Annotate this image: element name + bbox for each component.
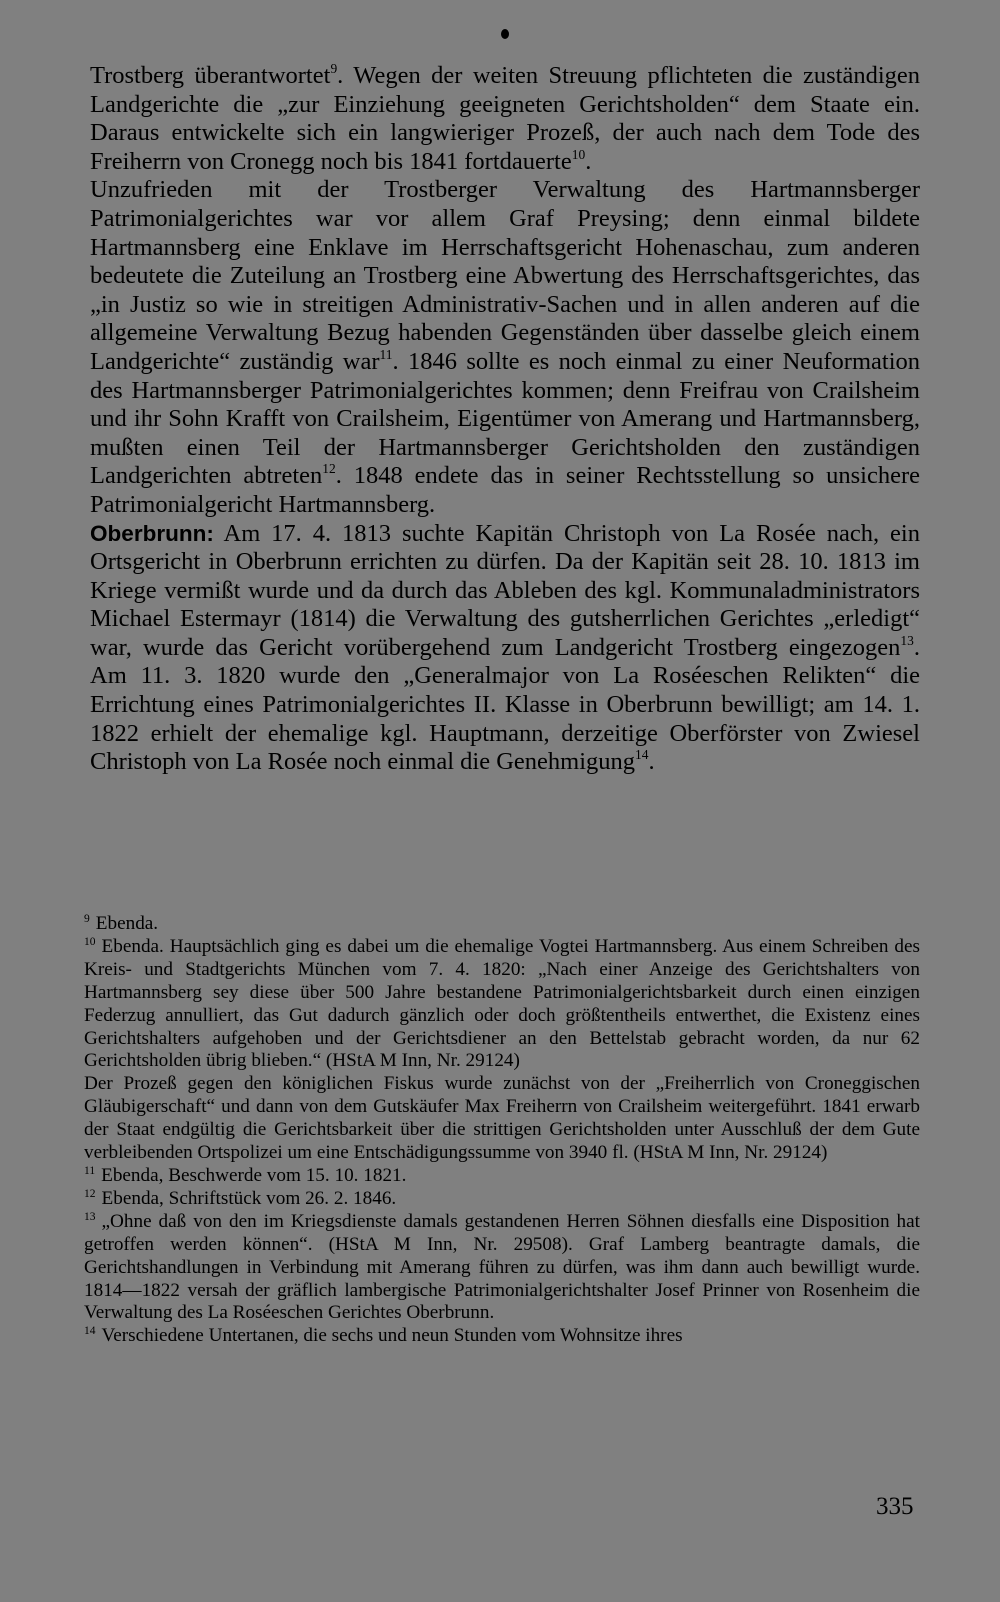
footnote <box>84 936 920 1073</box>
text-run: Unzufrieden mit der Trostberger Verwaltung des Hartmannsberger Patrimonialgerichtes war vor allem Graf Preysing; denn einmal bildete Hartmannsberg eine Enklave im Herrschaftsgericht Hohenaschau, zum anderen bedeutete die Zuteilung an Trostberg eine Abwertung des Herrschaftsgerichtes, das „in Justiz so wie in streitigen Administrativ-Sachen und in allen anderen auf die allgemeine Verwaltung Bezug habenden Gegenständen über dasselbe gleich einem Landgerichte“ zuständig war <box>90 176 920 375</box>
footnote-number: 11 <box>84 1165 96 1178</box>
footnote-text: Ebenda. Hauptsächlich ging es dabei um die ehemalige Vogtei Hartmannsberg. Aus einem Schreiben des Kreis- und Stadtgerichts München vom 7. 4. 1820: „Nach einer Anzeige des Gerichtshalters von Hartmannsberg sey diese über 500 Jahre bestandene Patrimonialgerichtsbarkeit durch einen einzigen Federzug annulliert, das Gut dadurch gänzlich oder doch größtentheils entwerthet, die Existenz eines Gerichtshalters aufgehoben und der Gerichtsdiener an den Bettelstab gebracht worden, da nur 62 Gerichtsholden übrig blieben.“ (HStA M Inn, Nr. 29124) <box>84 935 920 1072</box>
footnotes <box>84 913 920 1348</box>
text-run: Trostberg überantwortet <box>90 62 331 89</box>
paragraph-2 <box>90 176 920 519</box>
footnote-number: 12 <box>84 1187 96 1200</box>
footnote-ref: 9 <box>330 60 338 76</box>
footnote-ref: 13 <box>900 632 914 648</box>
text-run: Am 17. 4. 1813 suchte Kapitän Christoph von La Rosée nach, ein Ortsgericht in Oberbrunn errichten zu dürfen. Da der Kapitän seit 28. 10. 1813 im Kriege vermißt wurde und da durch das Ableben des kgl. Kommunaladministrators Michael Estermayr (1814) die Verwaltung des gutsherrlichen Gerichtes „erledigt“ war, wurde das Gericht vorübergehend zum Landgericht Trostberg eingezogen <box>90 519 920 661</box>
footnote <box>84 1188 920 1211</box>
text-run: . Am 11. 3. 1820 wurde den „Generalmajor von La Roséeschen Relikten“ die Errichtung eines Patrimonialgerichtes II. Klasse in Oberbrunn bewilligt; am 14. 1. 1822 erhielt der ehemalige kgl. Hauptmann, derzeitige Oberförster von Zwiesel Christoph von La Rosée noch einmal die Genehmigung <box>90 633 920 776</box>
section-heading: Oberbrunn: <box>90 520 214 546</box>
text-run: . 1848 endete das in seiner Rechtsstellung so unsichere Patrimonialgericht Hartmannsberg. <box>90 462 920 518</box>
text-run: . 1846 sollte es noch einmal zu einer Neuformation des Hartmannsberger Patrimonialgerichtes kommen; denn Freifrau von Crailsheim und ihr Sohn Krafft von Crailsheim, Eigentümer von Amerang und Hartmannsberg, mußten einen Teil der Hartmannsberger Gerichtsholden den zuständigen Landgerichten abtreten <box>90 347 920 490</box>
paragraph-3 <box>90 520 920 777</box>
footnote-continuation <box>84 1073 920 1165</box>
footnote <box>84 1325 920 1348</box>
footnote-text: Der Prozeß gegen den königlichen Fiskus wurde zunächst von der „Freiherrlich von Croneggischen Gläubigerschaft“ und dann von dem Gutskäufer Max Freiherrn von Crailsheim weitergeführt. 1841 erwarb der Staat endgültig die Gerichtsbarkeit über die strittigen Gerichtsholden unter Ausschluß der dem Gute verbleibenden Ortspolizei um eine Entschädigungssumme von 3940 fl. (HStA M Inn, Nr. 29124) <box>84 1073 920 1164</box>
footnote-number: 9 <box>84 913 90 926</box>
footnote-text: „Ohne daß von den im Kriegsdienste damals gestandenen Herren Söhnen diesfalls eine Disposition hat getroffen werden können“. (HStA M Inn, Nr. 29508). Graf Lamberg beantragte damals, die Gerichtshandlungen in Verbindung mit Amerang führen zu dürfen, was ihm dann auch bewilligt wurde. 1814—1822 versah der gräflich lambergische Patrimonialgerichtshalter Josef Prinner von Rosenheim die Verwaltung des La Roséeschen Gerichtes Oberbrunn. <box>84 1210 920 1324</box>
footnote-text: Ebenda. <box>95 913 159 934</box>
footnote-number: 13 <box>84 1210 96 1223</box>
footnote-text: Verschiedene Untertanen, die sechs und neun Stunden vom Wohnsitze ihres <box>101 1325 683 1347</box>
footnote <box>84 1165 920 1188</box>
page-number: 335 <box>876 1493 914 1520</box>
text-run: . <box>585 147 592 175</box>
footnote-ref: 12 <box>322 461 336 477</box>
footnote-ref: 11 <box>379 346 393 362</box>
footnote-number: 14 <box>84 1325 96 1338</box>
footnote-number: 10 <box>84 936 96 948</box>
footnote <box>84 913 920 936</box>
text-run: . <box>648 748 655 776</box>
page-mark <box>501 29 509 39</box>
paragraph-1 <box>90 62 920 176</box>
footnote-text: Ebenda, Beschwerde vom 15. 10. 1821. <box>101 1164 407 1186</box>
footnote-text: Ebenda, Schriftstück vom 26. 2. 1846. <box>101 1187 397 1209</box>
main-text <box>90 62 920 777</box>
text-run: . Wegen der weiten Streuung pflichteten die zuständigen Landgerichte die „zur Einziehung geeigneten Gerichtsholden“ dem Staate ein. Daraus entwickelte sich ein langwieriger Prozeß, der auch nach dem Tode des Freiherrn von Cronegg noch bis 1841 fortdauerte <box>90 62 921 175</box>
footnote-ref: 14 <box>635 747 649 763</box>
footnote-ref: 10 <box>571 146 586 162</box>
footnote <box>84 1211 920 1326</box>
